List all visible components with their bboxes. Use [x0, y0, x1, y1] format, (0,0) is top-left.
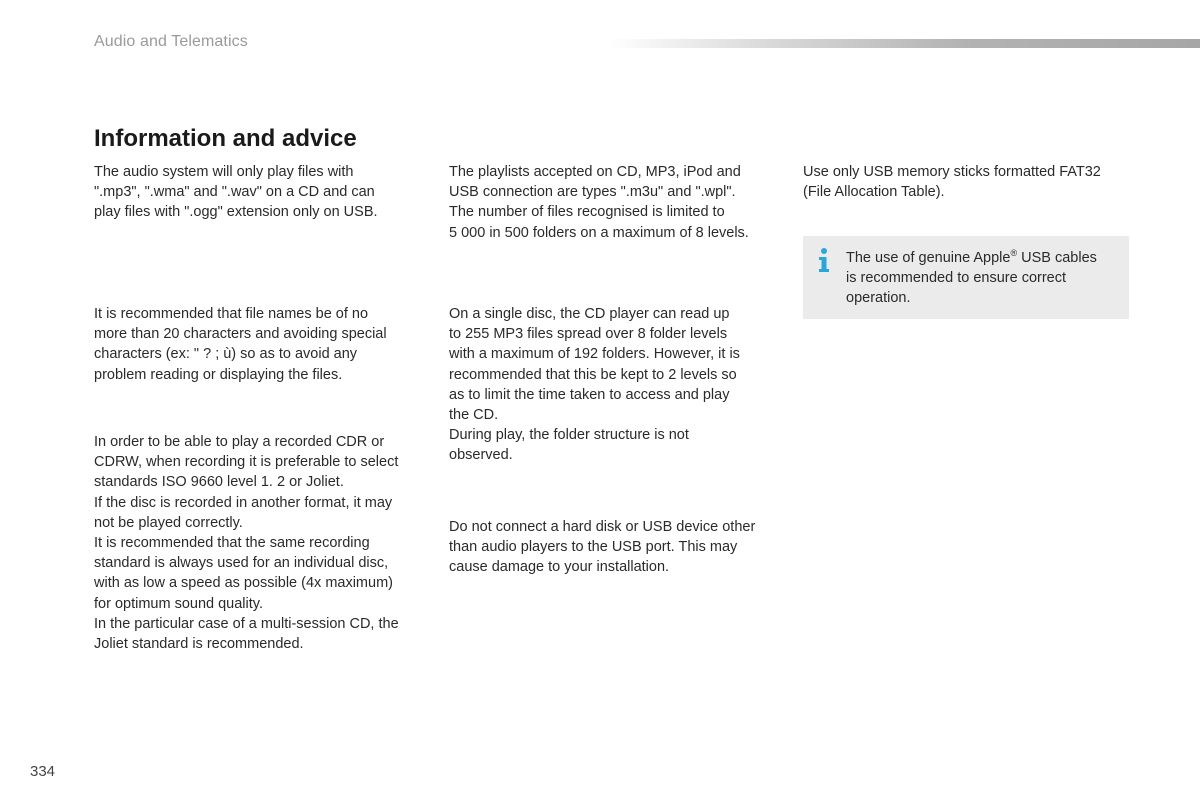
info-icon — [816, 246, 832, 274]
info-box-text — [846, 243, 1097, 308]
paragraph-file-formats: The audio system will only play files with ".mp3", ".wma" and ".wav" on a CD and can play files with ".ogg" extension only on USB. — [94, 164, 378, 221]
section-title: Audio and Telematics — [94, 33, 248, 50]
info-text-end: USB cables is recommended to ensure correct operation. — [846, 249, 1097, 307]
paragraph-usb-format: Use only USB memory sticks formatted FAT32 (File Allocation Table). — [803, 164, 1101, 201]
paragraph-single-disc: On a single disc, the CD player can read up to 255 MP3 files spread over 8 folder levels with a maximum of 192 folders. However, it is recommended that this be kept to 2 levels so as to limit the time taken to access and play the CD. During play, the folder structure is not observed. — [449, 306, 740, 464]
paragraph-playlists: The playlists accepted on CD, MP3, iPod and USB connection are types ".m3u" and ".wpl". The number of files recognised is limited to 5 000 in 500 folders on a maximum of 8 levels. — [449, 164, 749, 241]
paragraph-file-names: It is recommended that file names be of no more than 20 characters and avoiding special characters (ex: " ? ; ù) so as to avoid any problem reading or displaying the files. — [94, 306, 387, 383]
registered-mark: ® — [1010, 248, 1018, 258]
info-box — [803, 236, 1129, 319]
page-number: 334 — [30, 763, 56, 780]
header-bar — [608, 39, 1200, 48]
info-text-start: The use of genuine Apple — [846, 249, 1011, 266]
page-heading: Information and advice — [94, 125, 357, 152]
paragraph-cdr-recording: In order to be able to play a recorded CDR or CDRW, when recording it is preferable to select standards ISO 9660 level 1. 2 or Joliet. If the disc is recorded in another format, it may not be played correctly. It is recommended that the same recording standard is always used for an individual disc, with as low a speed as possible (4x maximum) for optimum sound quality. In the particular case of a multi-session CD, the Joliet standard is recommended. — [94, 434, 399, 653]
paragraph-usb-warning: Do not connect a hard disk or USB device other than audio players to the USB port. This may cause damage to your installation. — [449, 519, 756, 576]
